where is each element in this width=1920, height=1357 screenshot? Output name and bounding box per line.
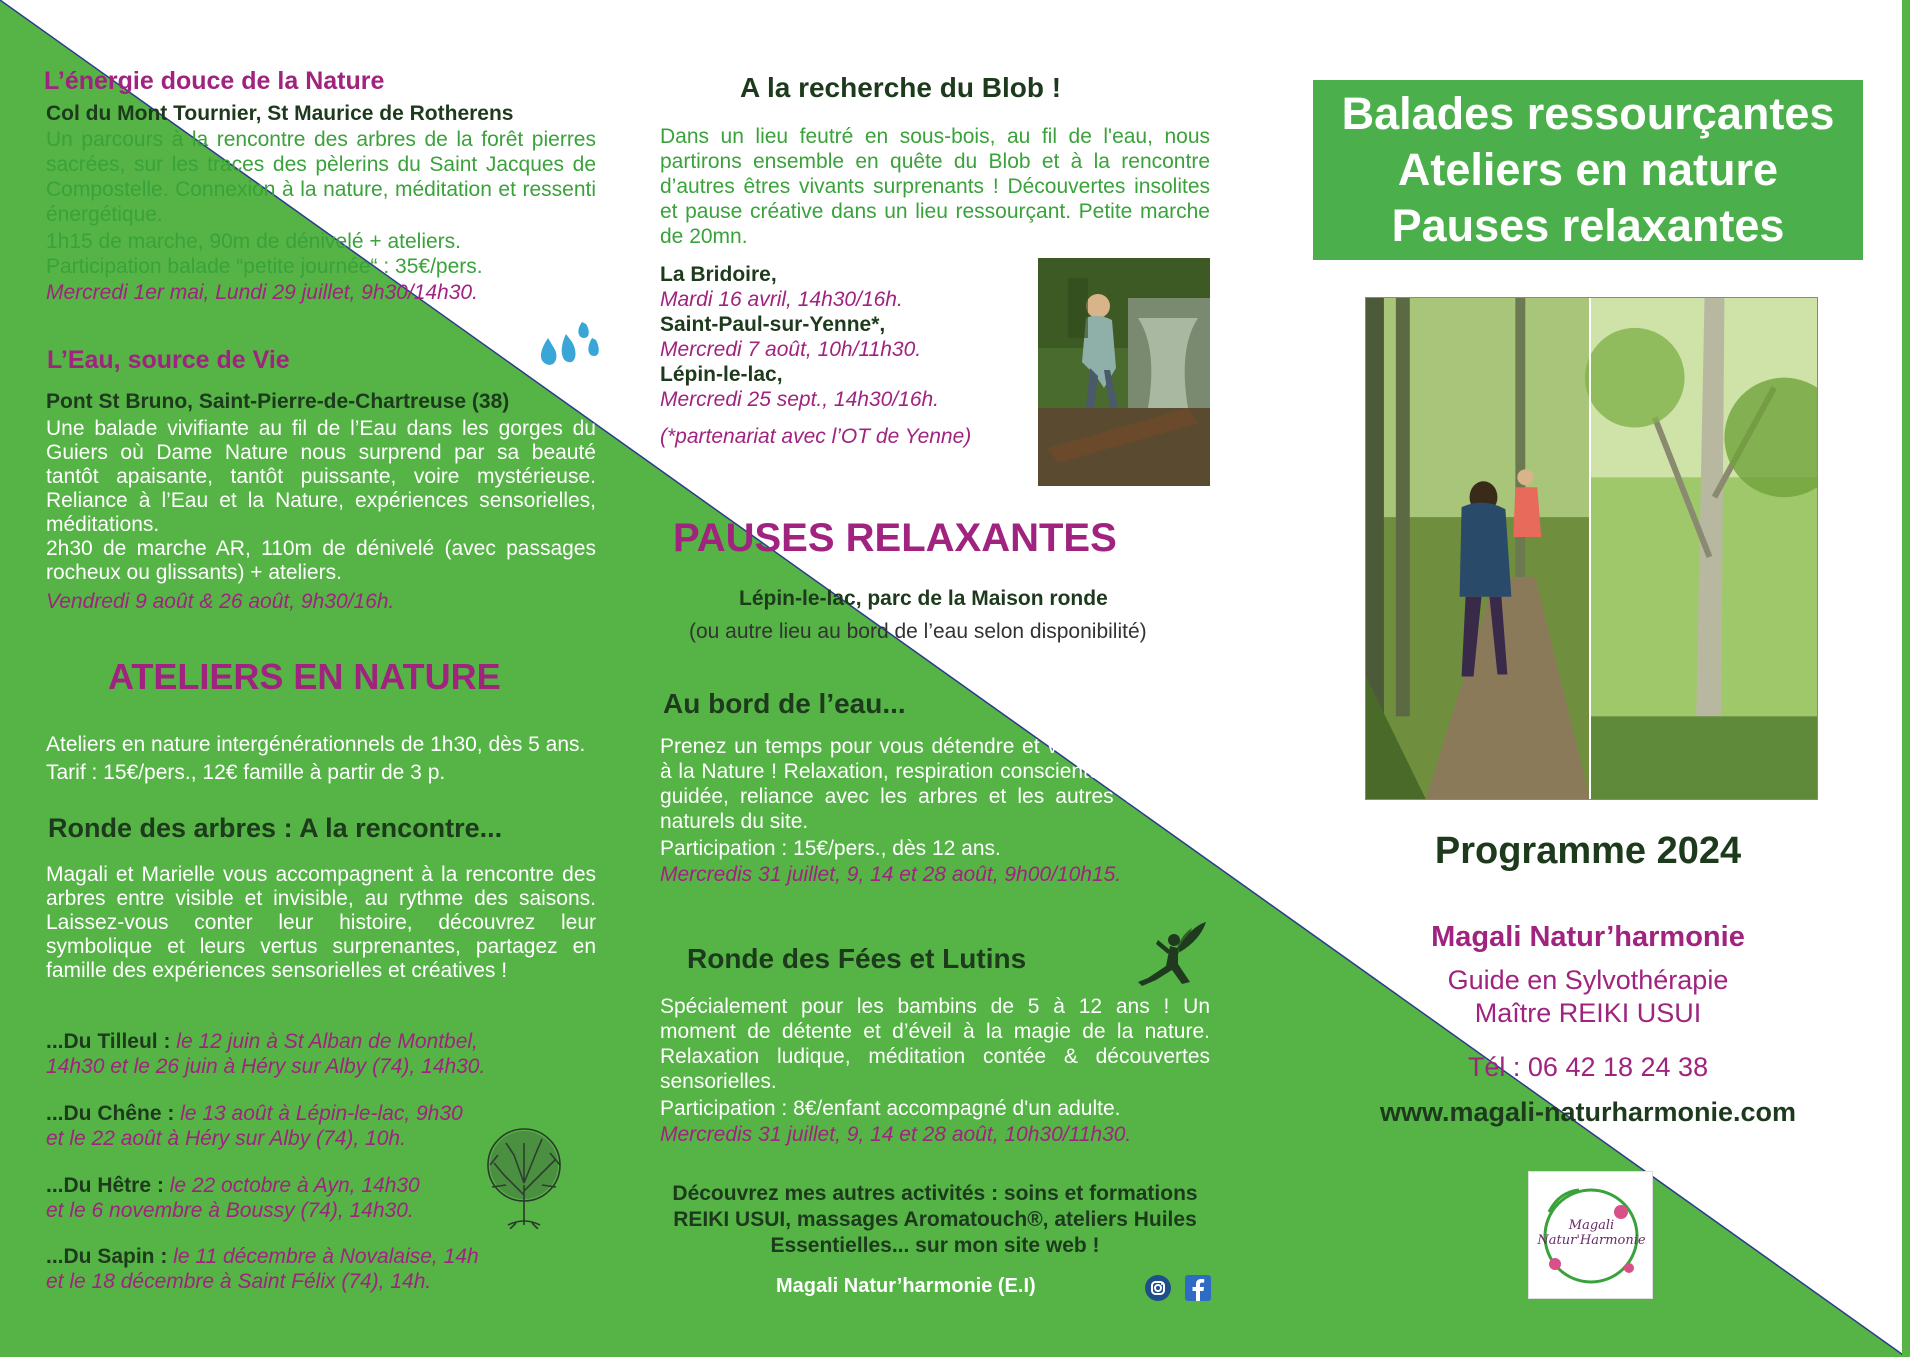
ronde-item-date: et le 6 novembre à Boussy (74), 14h30. (46, 1199, 414, 1222)
fees-lutins-dates: Mercredis 31 juillet, 9, 14 et 28 août, 10h30/11h30. (660, 1123, 1132, 1146)
blob-place-1: La Bridoire, (660, 263, 777, 286)
fees-lutins-price: Participation : 8€/enfant accompagné d'un adulte. (660, 1097, 1121, 1120)
header-line-2: Ateliers en nature (1397, 144, 1779, 195)
energie-info-2: Participation balade “petite journée“ : 35€/pers. (46, 255, 483, 278)
section-title-eau-source: L’Eau, source de Vie (47, 346, 290, 374)
energie-description: Un parcours à la rencontre des arbres de la forêt pierres sacrées, sur les traces des pèlerins du Saint Jacques de Compostelle. Connexion à la nature, méditation et ressenti énergétique. (46, 128, 596, 226)
fees-lutins-title: Ronde des Fées et Lutins (687, 943, 1027, 974)
ronde-item-date: le 22 octobre à Ayn, 14h30 (169, 1174, 420, 1197)
blob-place-2: Saint-Paul-sur-Yenne*, (660, 313, 886, 336)
blob-title: A la recherche du Blob ! (740, 72, 1062, 103)
header-line-1: Balades ressourçantes (1341, 88, 1835, 139)
bord-eau-price: Participation : 15€/pers., dès 12 ans. (660, 837, 1001, 860)
blob-date-2: Mercredi 7 août, 10h/11h30. (660, 338, 922, 361)
ateliers-heading: ATELIERS EN NATURE (108, 656, 501, 697)
eau-source-dates: Vendredi 9 août & 26 août, 9h30/16h. (46, 590, 395, 613)
footer-company-name: Magali Natur’harmonie (E.I) (776, 1275, 1036, 1297)
pauses-place: Lépin-le-lac, parc de la Maison ronde (739, 587, 1108, 610)
ronde-item-date: et le 18 décembre à Saint Félix (74), 14h. (46, 1270, 432, 1293)
brand-logo (1528, 1171, 1653, 1299)
header-title-box (1313, 80, 1863, 260)
place-pont-st-bruno: Pont St Bruno, Saint-Pierre-de-Chartreuse (38) (46, 390, 510, 413)
ronde-item-tilleul (46, 1029, 596, 1079)
section-title-energie: L’énergie douce de la Nature (44, 67, 385, 95)
facebook-icon[interactable] (1185, 1275, 1211, 1301)
blob-date-1: Mardi 16 avril, 14h30/16h. (660, 288, 903, 311)
tree-icon (476, 1125, 572, 1229)
ronde-arbres-title: Ronde des arbres : A la rencontre... (48, 813, 503, 843)
eau-source-description: Une balade vivifiante au fil de l’Eau dans les gorges du Guiers où Dame Nature nous surprend par sa beauté tantôt apaisante, tantôt puissante, voire mystérieuse. Reliance à l’Eau et la Nature, expériences sensorielles, méditations. (46, 417, 596, 536)
programme-title: Programme 2024 (1434, 830, 1742, 872)
forest-photo (1365, 297, 1818, 800)
blob-partner-note: (*partenariat avec l’OT de Yenne) (660, 425, 972, 448)
pauses-alt-place: (ou autre lieu au bord de l’eau selon disponibilité) (689, 620, 1147, 643)
pauses-heading: PAUSES RELAXANTES (673, 516, 1117, 560)
blob-place-3: Lépin-le-lac, (660, 363, 783, 386)
bord-eau-description: Prenez un temps pour vous détendre et vous reconnecter à la Nature ! Relaxation, respiration consciente, méditation guidée, reliance avec les arbres et les autres éléments naturels du site. (660, 735, 1210, 833)
ronde-item-date: le 13 août à Lépin-le-lac, 9h30 (180, 1102, 463, 1125)
fees-lutins-description: Spécialement pour les bambins de 5 à 12 ans ! Un moment de détente et d’éveil à la magie de la nature. Relaxation ludique, méditation contée & découvertes sensorielles. (660, 995, 1210, 1093)
author-role-2: Maître REIKI USUI (1474, 998, 1702, 1028)
brand-logo-text: Magali Natur'Harmonie (1537, 1218, 1646, 1248)
bord-eau-title: Au bord de l’eau... (663, 688, 906, 719)
ronde-item-sapin (46, 1244, 596, 1294)
other-activities-text: Découvrez mes autres activités : soins et formations REIKI USUI, massages Aromatouch®, ateliers Huiles Essentielles... sur mon site web ! (672, 1182, 1198, 1257)
energie-dates: Mercredi 1er mai, Lundi 29 juillet, 9h30/14h30. (46, 281, 478, 304)
blob-schedule (660, 262, 1030, 449)
ronde-item-name: ...Du Chêne : (46, 1102, 181, 1125)
ronde-arbres-description: Magali et Marielle vous accompagnent à la rencontre des arbres entre visible et invisible, au rythme des saisons. Laissez-vous conter leur histoire, découvrez leur symbolique et leurs vertus surprenantes, partagez en famille des expériences sensorielles et créatives ! (46, 863, 596, 982)
author-role-1: Guide en Sylvothérapie (1447, 965, 1729, 995)
header-line-3: Pauses relaxantes (1391, 200, 1785, 251)
ateliers-intro: Ateliers en nature intergénérationnels de 1h30, dès 5 ans. Tarif : 15€/pers., 12€ famille à partir de 3 p. (46, 733, 586, 784)
place-col-mont-tournier: Col du Mont Tournier, St Maurice de Rotherens (46, 102, 514, 125)
telephone: Tél : 06 42 18 24 38 (1467, 1052, 1709, 1082)
blob-description: Dans un lieu feutré en sous-bois, au fil de l'eau, nous partirons ensemble en quête du Blob et à la rencontre d’autres êtres vivants surprenants ! Découvertes insolites et pause créative dans un lieu ressourçant. Petite marche de 20mn. (660, 125, 1210, 248)
ronde-item-date: le 11 décembre à Novalaise, 14h (173, 1245, 479, 1268)
bord-eau-dates: Mercredis 31 juillet, 9, 14 et 28 août, 9h00/10h15. (660, 863, 1122, 886)
water-drops-icon (530, 320, 606, 372)
blob-photo (1038, 258, 1210, 486)
ronde-item-date: 14h30 et le 26 juin à Héry sur Alby (74), 14h30. (46, 1055, 486, 1078)
ronde-item-name: ...Du Tilleul : (46, 1030, 177, 1053)
author-name: Magali Natur’harmonie (1431, 921, 1745, 953)
energie-info-1: 1h15 de marche, 90m de dénivelé + ateliers. (46, 230, 462, 253)
instagram-icon[interactable] (1145, 1275, 1171, 1301)
fairy-icon (1130, 920, 1210, 992)
ronde-item-date: le 12 juin à St Alban de Montbel, (176, 1030, 478, 1053)
ronde-item-date: et le 22 août à Héry sur Alby (74), 10h. (46, 1127, 406, 1150)
blob-date-3: Mercredi 25 sept., 14h30/16h. (660, 388, 940, 411)
eau-source-info: 2h30 de marche AR, 110m de dénivelé (avec passages rocheux ou glissants) + ateliers. (46, 537, 596, 584)
ronde-item-name: ...Du Sapin : (46, 1245, 174, 1268)
ronde-item-name: ...Du Hêtre : (46, 1174, 170, 1197)
website-link[interactable]: www.magali-naturharmonie.com (1379, 1097, 1797, 1127)
